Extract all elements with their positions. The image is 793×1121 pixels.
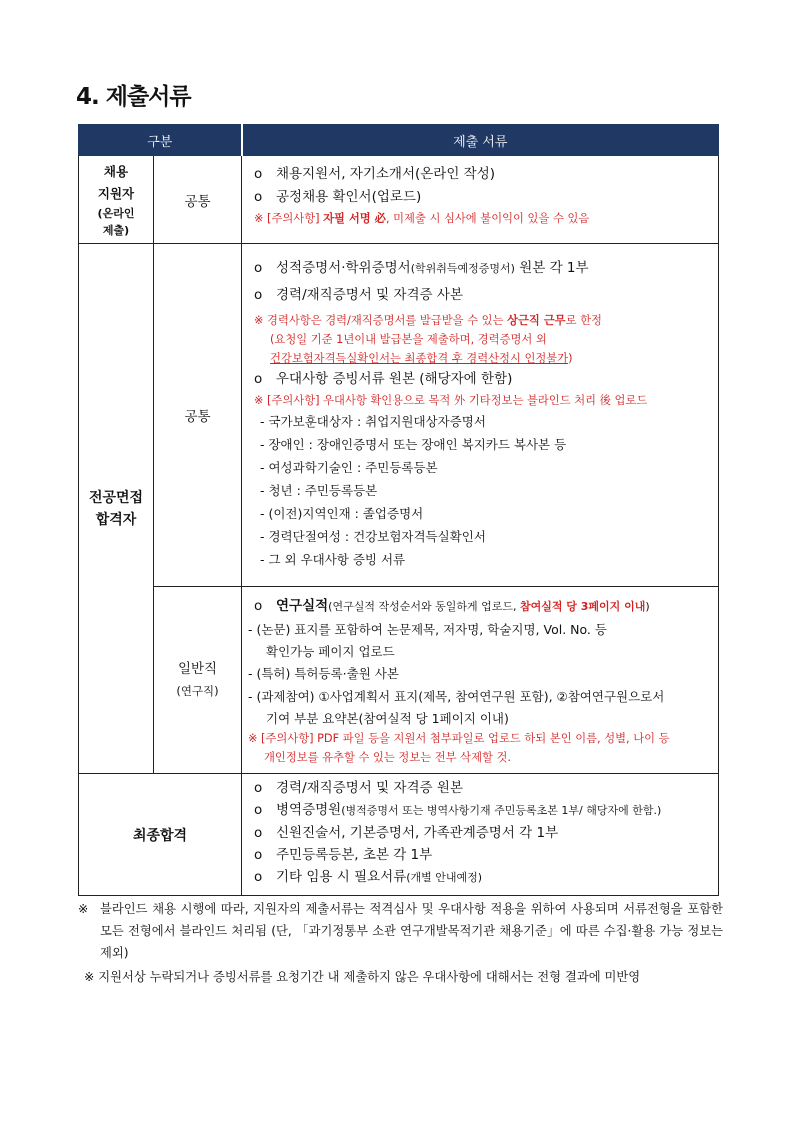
category-applicant-sub1: (온라인 [97, 206, 135, 220]
bullet-icon: o [254, 371, 263, 387]
research-note-line2: 개인정보를 유추할 수 있는 정보는 전부 삭제할 것. [264, 751, 511, 764]
category-interview-line1: 전공면접 [88, 489, 144, 506]
career-note-bold: 상근직 근무 [507, 314, 566, 327]
footnote-2: ※ 지원서상 누락되거나 증빙서류를 요청기간 내 제출하지 않은 우대사항에 대해서는 전형 결과에 미반영 [84, 970, 641, 984]
preference-note: ※ [주의사항] 우대사항 확인용으로 목적 外 기타정보는 블라인드 처리 後 업로드 [254, 394, 648, 407]
header-category: 구분 [79, 125, 242, 156]
career-note-line2: (요청일 기준 1년이내 발급본을 제출하며, 경력증명서 외 [270, 333, 547, 346]
career-note-line3: 건강보험자격득실확인서는 최종합격 후 경력산정시 인정불가 [270, 352, 569, 365]
research-item [248, 595, 712, 618]
list-item [254, 284, 712, 307]
subcategory-interview-common: 공통 [154, 244, 242, 587]
item-tail-text: 원본 각 1부 [514, 260, 589, 276]
note-suffix: , 미제출 시 심사에 불이익이 있을 수 있음 [385, 212, 590, 225]
category-applicant-sub2: 제출) [102, 223, 130, 237]
list-item [254, 368, 712, 391]
bullet-icon: o [254, 825, 263, 841]
preference-item: - 여성과학기술인 : 주민등록등본 [260, 460, 438, 475]
research-red: 참여실적 당 3페이지 이내 [519, 600, 646, 613]
preference-item: - 그 외 우대사항 증빙 서류 [260, 552, 406, 567]
documents-final [242, 774, 719, 896]
row-interview-general [79, 587, 719, 774]
category-interview [79, 244, 154, 774]
subcategory-general-label: 일반직 [177, 661, 218, 677]
documents-applicant [242, 156, 719, 244]
category-applicant-line1: 채용 [103, 163, 129, 179]
row-applicant [79, 156, 719, 244]
bullet-icon: o [254, 780, 263, 796]
research-close: ) [645, 600, 650, 613]
documents-interview-general [242, 587, 719, 774]
item-text: 병역증명원 [276, 802, 342, 818]
item-text: 성적증명서·학위증명서 [276, 260, 411, 276]
note-bold: 자필 서명 必 [323, 212, 386, 225]
item-text: 신원진술서, 기본증명서, 가족관계증명서 각 1부 [276, 825, 559, 841]
list-item [254, 186, 712, 209]
list-item [254, 163, 712, 186]
row-interview-common [79, 244, 719, 587]
bullet-icon: o [254, 260, 263, 276]
item-text: 주민등록등본, 초본 각 1부 [276, 847, 433, 863]
list-item [254, 257, 712, 280]
research-small: (연구실적 작성순서와 동일하게 업로드, [328, 600, 520, 613]
list-item [254, 822, 712, 844]
bullet-icon: o [254, 802, 263, 818]
note-prefix: ※ [주의사항] [254, 212, 324, 225]
bullet-icon: o [254, 847, 263, 863]
list-item [254, 799, 712, 822]
research-dash-item: - (논문) 표지를 포함하여 논문제목, 저자명, 학술지명, Vol. No. 등 [248, 622, 607, 637]
preference-item: - (이전)지역인재 : 졸업증명서 [260, 506, 424, 521]
footnotes [78, 898, 723, 988]
subcategory-interview-general [154, 587, 242, 774]
item-text: 경력/재직증명서 및 자격증 원본 [276, 780, 463, 796]
item-text: 채용지원서, 자기소개서(온라인 작성) [276, 166, 496, 182]
item-small-text: (병적증명서 또는 병역사항기재 주민등록초본 1부/ 해당자에 한함.) [341, 804, 662, 817]
item-small-text: (학위취득예정증명서) [410, 262, 515, 275]
research-title: 연구실적 [276, 598, 329, 614]
career-note-suffix: 로 한정 [565, 314, 602, 327]
subcategory-applicant-common: 공통 [154, 156, 242, 244]
research-dash-item: - (특허) 특허등록·출원 사본 [248, 666, 399, 681]
preference-item: - 청년 : 주민등록등본 [260, 483, 378, 498]
footnote-1-text: 블라인드 채용 시행에 따라, 지원자의 제출서류는 적격심사 및 우대사항 적용을 위하여 사용되며 서류전형을 포함한 모든 전형에서 블라인드 처리됨 (단, 「과기정통부 소관 연구개발목적기관 채용기준」에 따른 수집·활용 가능 정보는 제외) [100, 902, 723, 960]
item-text: 공정채용 확인서(업로드) [276, 189, 422, 205]
applicant-note [254, 209, 712, 228]
item-text: 기타 임용 시 필요서류 [276, 869, 407, 885]
item-text: 경력/재직증명서 및 자격증 사본 [276, 287, 463, 303]
research-dash-cont: 확인가능 페이지 업로드 [266, 644, 395, 659]
bullet-icon: o [254, 869, 263, 885]
bullet-icon: o [254, 189, 263, 205]
research-note-line1: ※ [주의사항] PDF 파일 등을 지원서 첨부파일로 업로드 하되 본인 이름, 성별, 나이 등 [248, 732, 670, 745]
category-applicant-line2: 지원자 [97, 185, 135, 201]
category-applicant [79, 156, 154, 244]
career-note [254, 311, 712, 368]
item-small-text: (개별 안내예정) [406, 871, 483, 884]
header-documents: 제출 서류 [242, 125, 719, 156]
documents-interview-common [242, 244, 719, 587]
list-item [254, 777, 712, 799]
item-text: 우대사항 증빙서류 원본 (해당자에 한함) [276, 371, 513, 387]
category-interview-line2: 합격자 [95, 511, 137, 528]
career-note-prefix: ※ 경력사항은 경력/재직증명서를 발급받을 수 있는 [254, 314, 508, 327]
category-final: 최종합격 [79, 774, 242, 896]
preference-item: - 경력단절여성 : 건강보험자격득실확인서 [260, 529, 486, 544]
research-dash-cont: 기여 부분 요약본(참여실적 당 1페이지 이내) [266, 711, 509, 726]
bullet-icon: o [254, 287, 263, 303]
preference-item: - 국가보훈대상자 : 취업지원대상자증명서 [260, 414, 486, 429]
career-note-line3-tail: ) [568, 352, 573, 365]
documents-table [78, 124, 719, 896]
table-header-row [79, 125, 719, 156]
reference-mark-icon: ※ [78, 902, 89, 916]
subcategory-general-sub: (연구직) [176, 684, 219, 698]
research-dash-item: - (과제참여) ①사업계획서 표지(제목, 참여연구원 포함), ②참여연구원으로서 [248, 689, 665, 704]
preference-item: - 장애인 : 장애인증명서 또는 장애인 복지카드 복사본 등 [260, 437, 567, 452]
bullet-icon: o [254, 598, 263, 614]
list-item [254, 844, 712, 866]
row-final [79, 774, 719, 896]
bullet-icon: o [254, 166, 263, 182]
list-item [254, 866, 712, 889]
footnote-1 [78, 898, 723, 964]
section-title: 4. 제출서류 [76, 84, 191, 110]
